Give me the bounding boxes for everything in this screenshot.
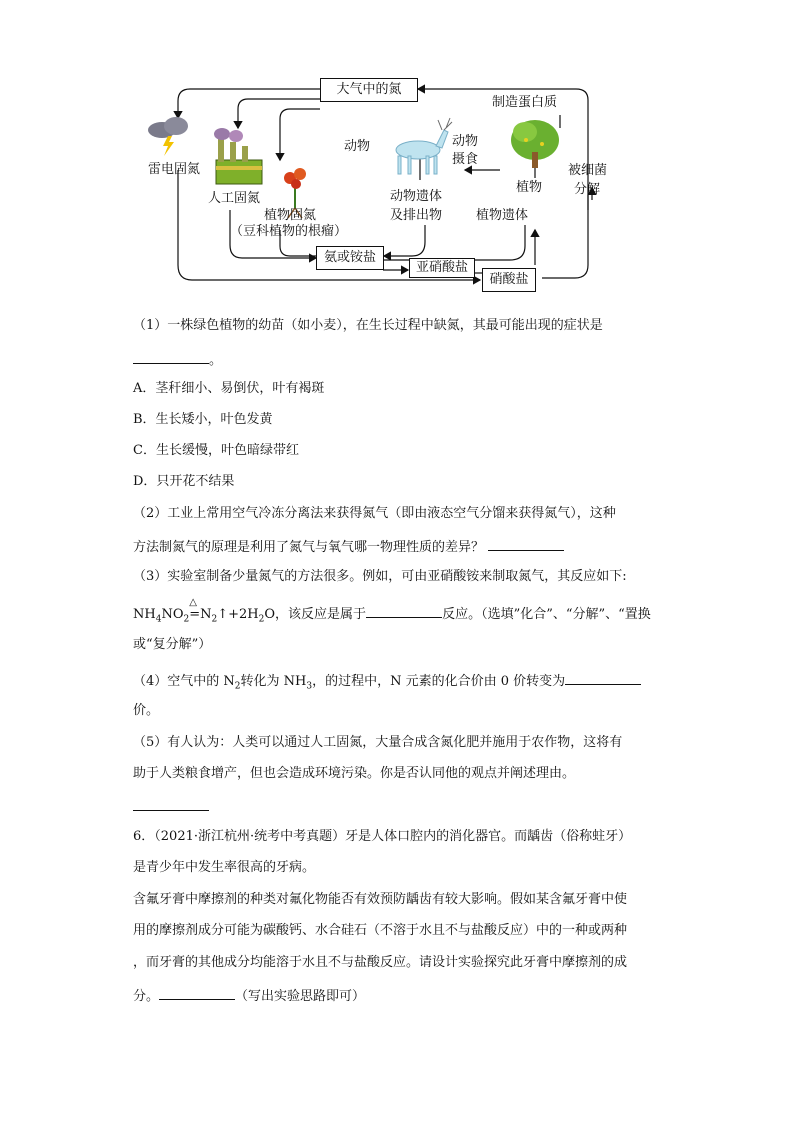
q1-option-b: B．生长矮小，叶色发黄 xyxy=(133,412,273,427)
q6-line6 xyxy=(133,985,365,1006)
q1-option-c: C．生长缓慢，叶色暗绿带红 xyxy=(133,443,299,458)
q3-line1: （3）实验室制备少量氮气的方法很多。例如，可由亚硝酸铵来制取氮气，其反应如下: xyxy=(133,569,627,584)
animal-eat-label-2: 摄食 xyxy=(452,152,479,167)
eq-no: NO xyxy=(161,607,184,622)
eq-sub4: 2 xyxy=(258,614,265,625)
tree-icon xyxy=(511,120,559,168)
animal-remains-label-2: 及排出物 xyxy=(390,208,443,223)
q4-line2: 价。 xyxy=(133,703,160,718)
q1-tail: 。 xyxy=(209,353,223,368)
atmosphere-nitrogen-box: 大气中的氮 xyxy=(320,78,418,102)
q4-sub2: 3 xyxy=(306,681,313,692)
animal-remains-label-1: 动物遗体 xyxy=(390,189,443,204)
q4-blank[interactable] xyxy=(565,670,641,685)
q6-blank[interactable] xyxy=(159,985,235,1000)
eq-sub3: 2 xyxy=(211,614,218,625)
artificial-fixation-label: 人工固氮 xyxy=(208,191,261,206)
q1-blank[interactable] xyxy=(133,349,209,364)
q3-equation-line xyxy=(133,597,651,629)
q2-line1: （2）工业上常用空气冷冻分离法来获得氮气（即由液态空气分馏来获得氮气），这种 xyxy=(133,506,616,521)
q1-answer-line xyxy=(133,349,222,370)
plant-fixation-label: 植物固氮 xyxy=(264,208,317,223)
q6-pre: 分。 xyxy=(133,989,160,1004)
eq-sub1: 4 xyxy=(155,614,162,625)
q2-blank[interactable] xyxy=(488,536,564,551)
q3-line3: 或“复分解”） xyxy=(133,637,212,652)
q5-blank[interactable] xyxy=(133,796,209,811)
q4-post: ，的过程中，N 元素的化合价由 0 价转变为 xyxy=(312,674,566,689)
q3-after: 反应。（选填”化合”、“分解”、“置换 xyxy=(442,607,651,622)
q2-line2 xyxy=(133,536,564,557)
q3-blank[interactable] xyxy=(366,603,442,618)
q6-line4: 用的摩擦剂成分可能为碳酸钙、水合硅石（不溶于水且不与盐酸反应）中的一种或两种 xyxy=(133,923,628,938)
bacteria-label-2: 分解 xyxy=(574,182,601,197)
animal-eat-label-1: 动物 xyxy=(452,134,479,149)
nitrite-box: 亚硝酸盐 xyxy=(409,258,475,278)
legume-root-note: （豆科植物的根瘤） xyxy=(230,224,348,239)
q4-pre: （4）空气中的 N xyxy=(133,674,235,689)
delta-symbol: △ xyxy=(189,597,197,608)
eq-arrow: △ = xyxy=(189,606,200,624)
q4-line1 xyxy=(133,670,641,696)
deer-icon xyxy=(396,118,452,174)
eq-n: N xyxy=(200,607,212,622)
q1-option-a: A．茎秆细小、易倒伏，叶有褐斑 xyxy=(133,381,325,396)
nitrogen-cycle-diagram xyxy=(130,70,610,300)
bacteria-label-1: 被细菌 xyxy=(568,163,608,178)
plant-remains-label: 植物遗体 xyxy=(476,208,529,223)
q5-line2: 助于人类粮食增产，但也会造成环境污染。你是否认同他的观点并阐述理由。 xyxy=(133,766,576,781)
lightning-cloud-icon xyxy=(148,117,188,156)
eq-nh: NH xyxy=(133,607,156,622)
q6-line5: ，而牙膏的其他成分均能溶于水且不与盐酸反应。请设计实验探究此牙膏中摩擦剂的成 xyxy=(133,955,628,970)
q6-post: （写出实验思路即可） xyxy=(235,989,366,1004)
q4-mid: 转化为 NH xyxy=(240,674,307,689)
animal-label: 动物 xyxy=(344,139,371,154)
plant-label: 植物 xyxy=(516,180,543,195)
eq-o: O，该反应是属于 xyxy=(264,607,367,622)
lightning-fixation-label: 雷电固氮 xyxy=(148,162,201,177)
q6-line1: 6．（2021·浙江杭州·统考中考真题）牙是人体口腔内的消化器官。而龋齿（俗称蛀牙） xyxy=(133,829,632,844)
eq-h: ↑+2H xyxy=(217,607,259,622)
q2-text: 方法制氮气的原理是利用了氮气与氧气哪一物理性质的差异？ xyxy=(133,540,485,555)
q6-line2: 是青少年中发生率很高的牙病。 xyxy=(133,860,316,875)
q1-option-d: D．只开花不结果 xyxy=(133,474,235,489)
nitrate-box: 硝酸盐 xyxy=(482,268,536,292)
factory-icon xyxy=(214,128,262,184)
ammonia-box: 氨或铵盐 xyxy=(316,246,384,270)
q1-stem: （1）一株绿色植物的幼苗（如小麦），在生长过程中缺氮，其最可能出现的症状是 xyxy=(133,318,603,333)
eq-sub2: 2 xyxy=(183,614,190,625)
q4-sub1: 2 xyxy=(234,681,241,692)
q5-line1: （5）有人认为：人类可以通过人工固氮，大量合成含氮化肥并施用于农作物，这将有 xyxy=(133,735,623,750)
make-protein-label: 制造蛋白质 xyxy=(492,95,558,110)
q5-answer-line xyxy=(133,796,209,817)
q6-line3: 含氟牙膏中摩擦剂的种类对氟化物能否有效预防龋齿有较大影响。假如某含氟牙膏中使 xyxy=(133,892,628,907)
